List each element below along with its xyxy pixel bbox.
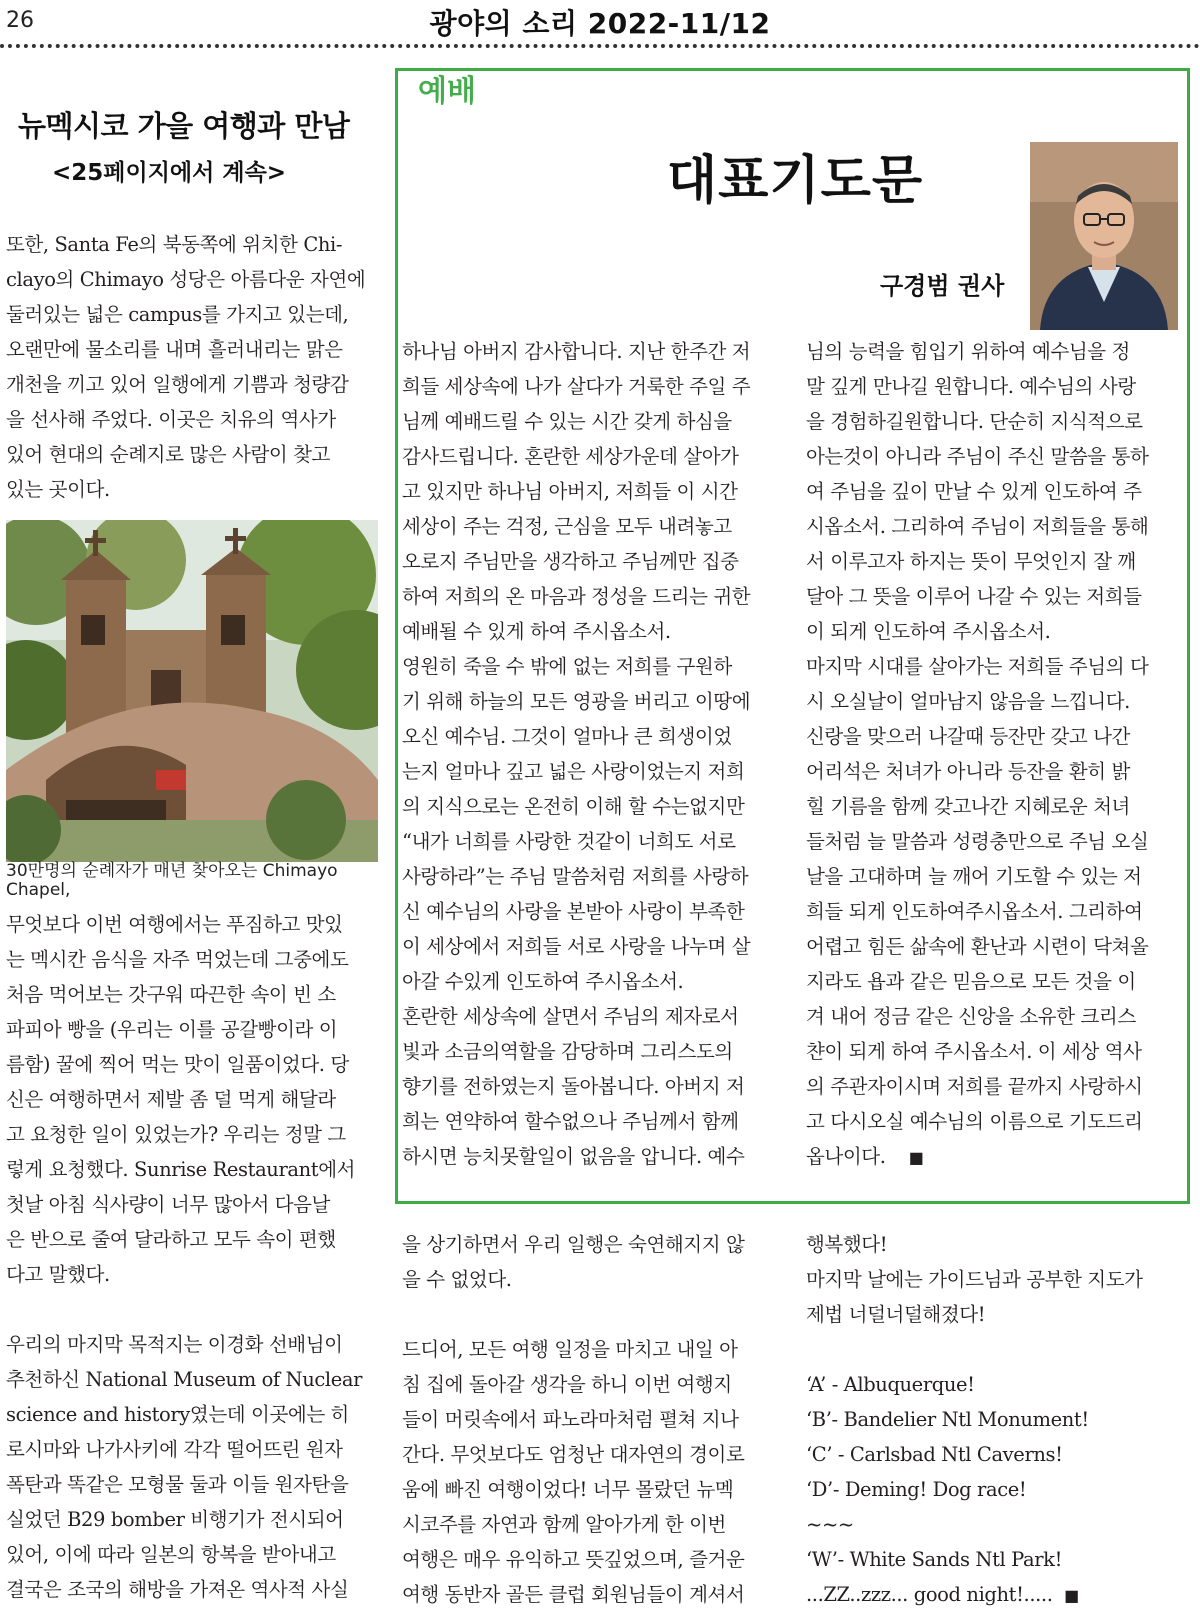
text-line: 실었던 B29 bomber 비행기가 전시되어 [6,1508,344,1531]
text-line: 움에 빠진 여행이었다! 너무 몰랐던 뉴멕 [402,1478,734,1501]
text-line: 말 깊게 만나길 원합니다. 예수님의 사랑 [806,375,1136,398]
article-subtitle: <25페이지에서 계속> [52,160,287,186]
text-line: 있는 곳이다. [6,478,110,501]
text-line: 들이 머릿속에서 파노라마처럼 펼쳐 지나 [402,1408,739,1431]
text-line: 름함) 꿀에 찍어 먹는 맛이 일품이었다. 당 [6,1053,349,1076]
text-line: ‘C’ - Carlsbad Ntl Caverns! [806,1443,1063,1466]
paragraph-spacer [806,1332,1186,1367]
text-line: 을 상기하면서 우리 일행은 숙연해지지 않 [402,1233,745,1256]
text-line: ‘W’- White Sands Ntl Park! [806,1548,1063,1571]
text-line: 하시면 능치못할일이 없음을 압니다. 예수 [402,1145,745,1168]
text-line: 은 반으로 줄여 달라하고 모두 속이 편했 [6,1228,336,1251]
text-line: 는 멕시칸 음식을 자주 먹었는데 그중에도 [6,948,349,971]
text-line: 빛과 소금의역할을 감당하며 그리스도의 [402,1040,733,1063]
text-span: ...ZZ..zzz... good night!..... [806,1583,1053,1606]
text-line: 시옵소서. 그리하여 주님이 저희들을 통해 [806,515,1149,538]
text-line: 또한, Santa Fe의 북동쪽에 위치한 Chi- [6,233,343,256]
text-line: ‘D’- Deming! Dog race! [806,1478,1027,1501]
text-line: 처음 먹어보는 갓구워 따끈한 속이 빈 소 [6,983,336,1006]
text-line: 하여 저희의 온 마음과 정성을 드리는 귀한 [402,585,751,608]
text-line: 아갈 수있게 인도하여 주시옵소서. [402,970,684,993]
text-line: 혼란한 세상속에 살면서 주님의 제자로서 [402,1005,739,1028]
text-line: 오랜만에 물소리를 내며 흘러내리는 맑은 [6,338,343,361]
prayer-column-1 [402,334,782,1174]
text-line: 여 주님을 깊이 만날 수 있게 인도하여 주 [806,480,1142,503]
text-line: 세상이 주는 걱정, 근심을 모두 내려놓고 [402,515,732,538]
text-line: 들처럼 늘 말씀과 성령충만으로 주님 오실 [806,830,1149,853]
article-column-2-continued [402,1227,782,1612]
text-line: 둘러있는 넓은 campus를 가지고 있는데, [6,303,349,326]
text-line: 을 선사해 주었다. 이곳은 치유의 역사가 [6,408,336,431]
text-span: 옵나이다. [806,1145,886,1168]
text-line: 지라도 욥과 같은 믿음으로 모든 것을 이 [806,970,1136,993]
section-label: 예배 [418,74,476,109]
text-line: 로시마와 나가사키에 각각 떨어뜨린 원자 [6,1438,343,1461]
text-line: 신은 여행하면서 제발 좀 덜 먹게 해달라 [6,1088,336,1111]
text-line: 있어 현대의 순례지로 많은 사람이 찾고 [6,443,330,466]
text-line: 있어, 이에 따라 일본의 항복을 받아내고 [6,1543,336,1566]
text-line: ‘A’ - Albuquerque! [806,1373,975,1396]
text-line: 개천을 끼고 있어 일행에게 기쁨과 청량감 [6,373,349,396]
text-line: 여행은 매우 유익하고 뜻깊었으며, 즐거운 [402,1548,745,1571]
text-line: 서 이루고자 하지는 뜻이 무엇인지 잘 깨 [806,550,1136,573]
text-line: 신랑을 맞으러 나갈때 등잔만 갖고 나간 [806,725,1130,748]
text-line: 이 되게 인도하여 주시옵소서. [806,620,1051,643]
text-line [806,1139,1186,1175]
text-line: 고 요청한 일이 있었는가? 우리는 정말 그 [6,1123,346,1146]
text-line: 이 세상에서 저희들 서로 사랑을 나누며 살 [402,935,751,958]
text-line: 힐 기름을 함께 갖고나간 지혜로운 처녀 [806,795,1130,818]
text-line: 의 지식으로는 온전히 이해 할 수는없지만 [402,795,745,818]
text-line: 제법 너덜너덜해졌다! [806,1303,986,1326]
prayer-author: 구경범 권사 [880,272,1005,300]
masthead: 광야의 소리 2022-11/12 [429,7,771,40]
text-line: 어리석은 처녀가 아니라 등잔을 환히 밝 [806,760,1130,783]
text-line: 님의 능력을 힘입기 위하여 예수님을 정 [806,340,1130,363]
text-line: 을 수 없었다. [402,1268,512,1291]
text-line: 드디어, 모든 여행 일정을 마치고 내일 아 [402,1338,738,1361]
text-line: ‘B’- Bandelier Ntl Monument! [806,1408,1089,1431]
article-title: 뉴멕시코 가을 여행과 만남 [18,109,350,143]
text-line: ~~~ [806,1513,854,1536]
text-line: 침 집에 돌아갈 생각을 하니 이번 여행지 [402,1373,732,1396]
text-line: 오로지 주님만을 생각하고 주님께만 집중 [402,550,739,573]
text-line: 시코주를 자연과 함께 알아가게 한 이번 [402,1513,726,1536]
text-line: 하나님 아버지 감사합니다. 지난 한주간 저 [402,340,751,363]
text-line: clayo의 Chimayo 성당은 아름다운 자연에 [6,268,366,291]
text-line: 날을 고대하며 늘 깨어 기도할 수 있는 저 [806,865,1142,888]
text-line: 첫날 아침 식사량이 너무 많아서 다음날 [6,1193,330,1216]
text-line: 겨 내어 정금 같은 신앙을 소유한 크리스 [806,1005,1136,1028]
paragraph-spacer [6,1292,384,1327]
text-line: 간다. 무엇보다도 엄청난 대자연의 경이로 [402,1443,745,1466]
text-line: 님께 예배드릴 수 있는 시간 갖게 하심을 [402,410,732,433]
text-line: 예배될 수 있게 하여 주시옵소서. [402,620,671,643]
text-line: 무엇보다 이번 여행에서는 푸짐하고 맛있 [6,913,343,936]
text-line: 고 있지만 하나님 아버지, 저희들 이 시간 [402,480,738,503]
text-line: 챤이 되게 하여 주시옵소서. 이 세상 역사 [806,1040,1142,1063]
paragraph-spacer [402,1297,782,1332]
chimayo-chapel-photo [6,520,378,862]
text-line: 기 위해 하늘의 모든 영광을 버리고 이땅에 [402,690,751,713]
text-line: 희들 되게 인도하여주시옵소서. 그리하여 [806,900,1143,923]
text-line: 마지막 날에는 가이드님과 공부한 지도가 [806,1268,1143,1291]
text-line: 어렵고 힘든 삶속에 환난과 시련이 닥쳐올 [806,935,1149,958]
page-number: 26 [6,8,34,33]
article-column-3-continued [806,1227,1186,1613]
end-mark: ■ [1064,1586,1079,1605]
text-line: 행복했다! [806,1233,888,1256]
text-line: science and history였는데 이곳에는 히 [6,1403,349,1426]
text-line: 우리의 마지막 목적지는 이경화 선배님이 [6,1333,343,1356]
text-line: 고 다시오실 예수님의 이름으로 기도드리 [806,1110,1143,1133]
text-line: 영원히 죽을 수 밖에 없는 저희를 구원하 [402,655,732,678]
text-line: 달아 그 뜻을 이루어 나갈 수 있는 저희들 [806,585,1142,608]
text-line: 마지막 시대를 살아가는 저희들 주님의 다 [806,655,1149,678]
text-line: 오신 예수님. 그것이 얼마나 큰 희생이었 [402,725,732,748]
text-line: 파피아 빵을 (우리는 이를 공갈빵이라 이 [6,1018,338,1041]
text-line: 결국은 조국의 해방을 가져온 역사적 사실 [6,1578,349,1601]
header-dotted-rule [0,44,1200,54]
text-line: 의 주관자이시며 저희를 끝까지 사랑하시 [806,1075,1143,1098]
text-line: 사랑하라”는 주님 말씀처럼 저희를 사랑하 [402,865,749,888]
prayer-column-2 [806,334,1186,1175]
text-line: 추천하신 National Museum of Nuclear [6,1368,363,1391]
text-line: 향기를 전하였는지 돌아봅니다. 아버지 저 [402,1075,745,1098]
text-line: “내가 너희를 사랑한 것같이 너희도 서로 [402,830,736,853]
article-column-1-bottom [6,907,384,1607]
text-line: 여행 동반자 골든 클럽 회원님들이 계셔서 [402,1583,745,1606]
author-portrait [1030,142,1178,330]
text-line: 렇게 요청했다. Sunrise Restaurant에서 [6,1158,356,1181]
text-line: 을 경험하길원합니다. 단순히 지식적으로 [806,410,1143,433]
text-line: 희는 연약하여 할수없으나 주님께서 함께 [402,1110,739,1133]
end-mark: ■ [908,1148,924,1167]
text-line: 신 예수님의 사랑을 본받아 사랑이 부족한 [402,900,745,923]
text-line: 희들 세상속에 나가 살다가 거룩한 주일 주 [402,375,751,398]
prayer-title: 대표기도문 [666,151,924,211]
text-line: 폭탄과 똑같은 모형물 둘과 이들 원자탄을 [6,1473,349,1496]
text-line [806,1577,1186,1613]
text-line: 감사드립니다. 혼란한 세상가운데 살아가 [402,445,739,468]
photo-caption: 30만명의 순례자가 매년 찾아오는 Chimayo Chapel, [6,861,338,900]
article-column-1-top [6,227,384,507]
text-line: 시 오실날이 얼마남지 않음을 느낍니다. [806,690,1130,713]
text-line: 는지 얼마나 깊고 넓은 사랑이었는지 저희 [402,760,745,783]
text-line: 아는것이 아니라 주님이 주신 말씀을 통하 [806,445,1149,468]
text-line: 다고 말했다. [6,1263,110,1286]
